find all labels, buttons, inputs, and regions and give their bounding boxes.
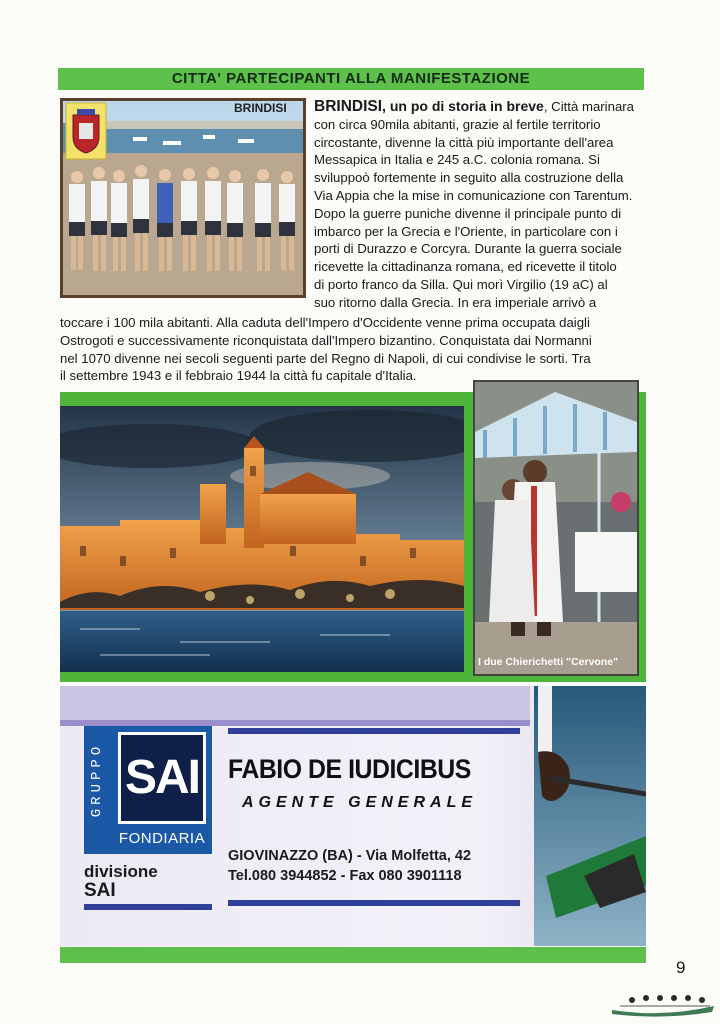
- footer-green-bar: [60, 947, 646, 963]
- logo-fondiaria-text: FONDIARIA: [118, 830, 206, 847]
- article-line: suo ritorno dalla Grecia. In era imperiale arrivò a: [314, 294, 597, 310]
- altar-boys-photo: [473, 380, 639, 676]
- advertisement-sai: [60, 686, 646, 946]
- division-label: divisione: [84, 862, 158, 881]
- agent-phone: Tel.080 3944852 - Fax 080 3901118: [228, 868, 462, 884]
- altar-photo-caption: I due Chierichetti "Cervone": [478, 656, 619, 668]
- article-line: sviluppoò fortemente in seguito alla costruzione della: [314, 170, 624, 186]
- article-line: il settembre 1943 e il febbraio 1944 la città fu capitale d'Italia.: [60, 368, 417, 384]
- article-line: porti di Durazzo e Corcyra. Durante la guerra sociale: [314, 241, 622, 257]
- agent-role: AGENTE GENERALE: [242, 794, 478, 811]
- divider-rule: [228, 728, 520, 734]
- divider-rule: [228, 900, 520, 906]
- article-line: ricevette la cittadinanza romana, ed ricevette il titolo: [314, 259, 617, 275]
- coat-of-arms-icon: [66, 103, 106, 159]
- article-line: toccare i 100 mila abitanti. Alla caduta dell'Impero d'Occidente venne prima occupata daigli: [60, 315, 590, 330]
- logo-gruppo-text: GRUPPO: [89, 742, 105, 818]
- article-line: imbarco per la Grecia e l'Oriente, in particolare con i: [314, 223, 618, 239]
- lead-title: BRINDISI, un po di storia in breve: [314, 98, 544, 115]
- article-line: Via Appia che la mise in comunicazione con Tarentum.: [314, 187, 633, 203]
- article-line: circostante, divenne la città più importante dell'area: [314, 134, 614, 150]
- sai-logo: [84, 726, 212, 854]
- agent-name: FABIO DE IUDICIBUS: [228, 754, 471, 784]
- section-header: CITTA' PARTECIPANTI ALLA MANIFESTAZIONE: [58, 68, 644, 90]
- divider-rule: [84, 904, 212, 910]
- article-line: con circa 90mila abitanti, grazie al fertile territorio: [314, 116, 601, 132]
- photo-label: BRINDISI: [234, 101, 287, 115]
- article-lead-text: [314, 98, 650, 312]
- article-line: di porto franco da Silla. Qui morì Virgilio (19 aC) al: [314, 276, 608, 292]
- rowing-boat-icon: [610, 986, 716, 1020]
- article-continuation: [60, 314, 650, 385]
- article-line: Messapica in Italia e 245 a.C. colonia romana. Si: [314, 152, 600, 168]
- article-line: Ostrogoti e successivamente riconquistata dall'Impero bizantino. Conquistata dai Normanni: [60, 332, 592, 348]
- agent-address: GIOVINAZZO (BA) - Via Molfetta, 42: [228, 848, 472, 864]
- division-name: SAI: [84, 880, 116, 901]
- page-number: 9: [676, 958, 686, 977]
- logo-sai-mark: SAI: [118, 732, 206, 824]
- castle-sea-photo: [60, 406, 464, 672]
- brindisi-group-photo: [60, 98, 306, 298]
- article-line: , Città marinara: [543, 99, 635, 114]
- article-line: Dopo la guerre puniche divenne il principale punto di: [314, 205, 622, 221]
- article-line: nel 1070 divenne nei secoli seguenti parte del Regno di Napoli, di cui condivise le sorti. Tra: [60, 350, 591, 366]
